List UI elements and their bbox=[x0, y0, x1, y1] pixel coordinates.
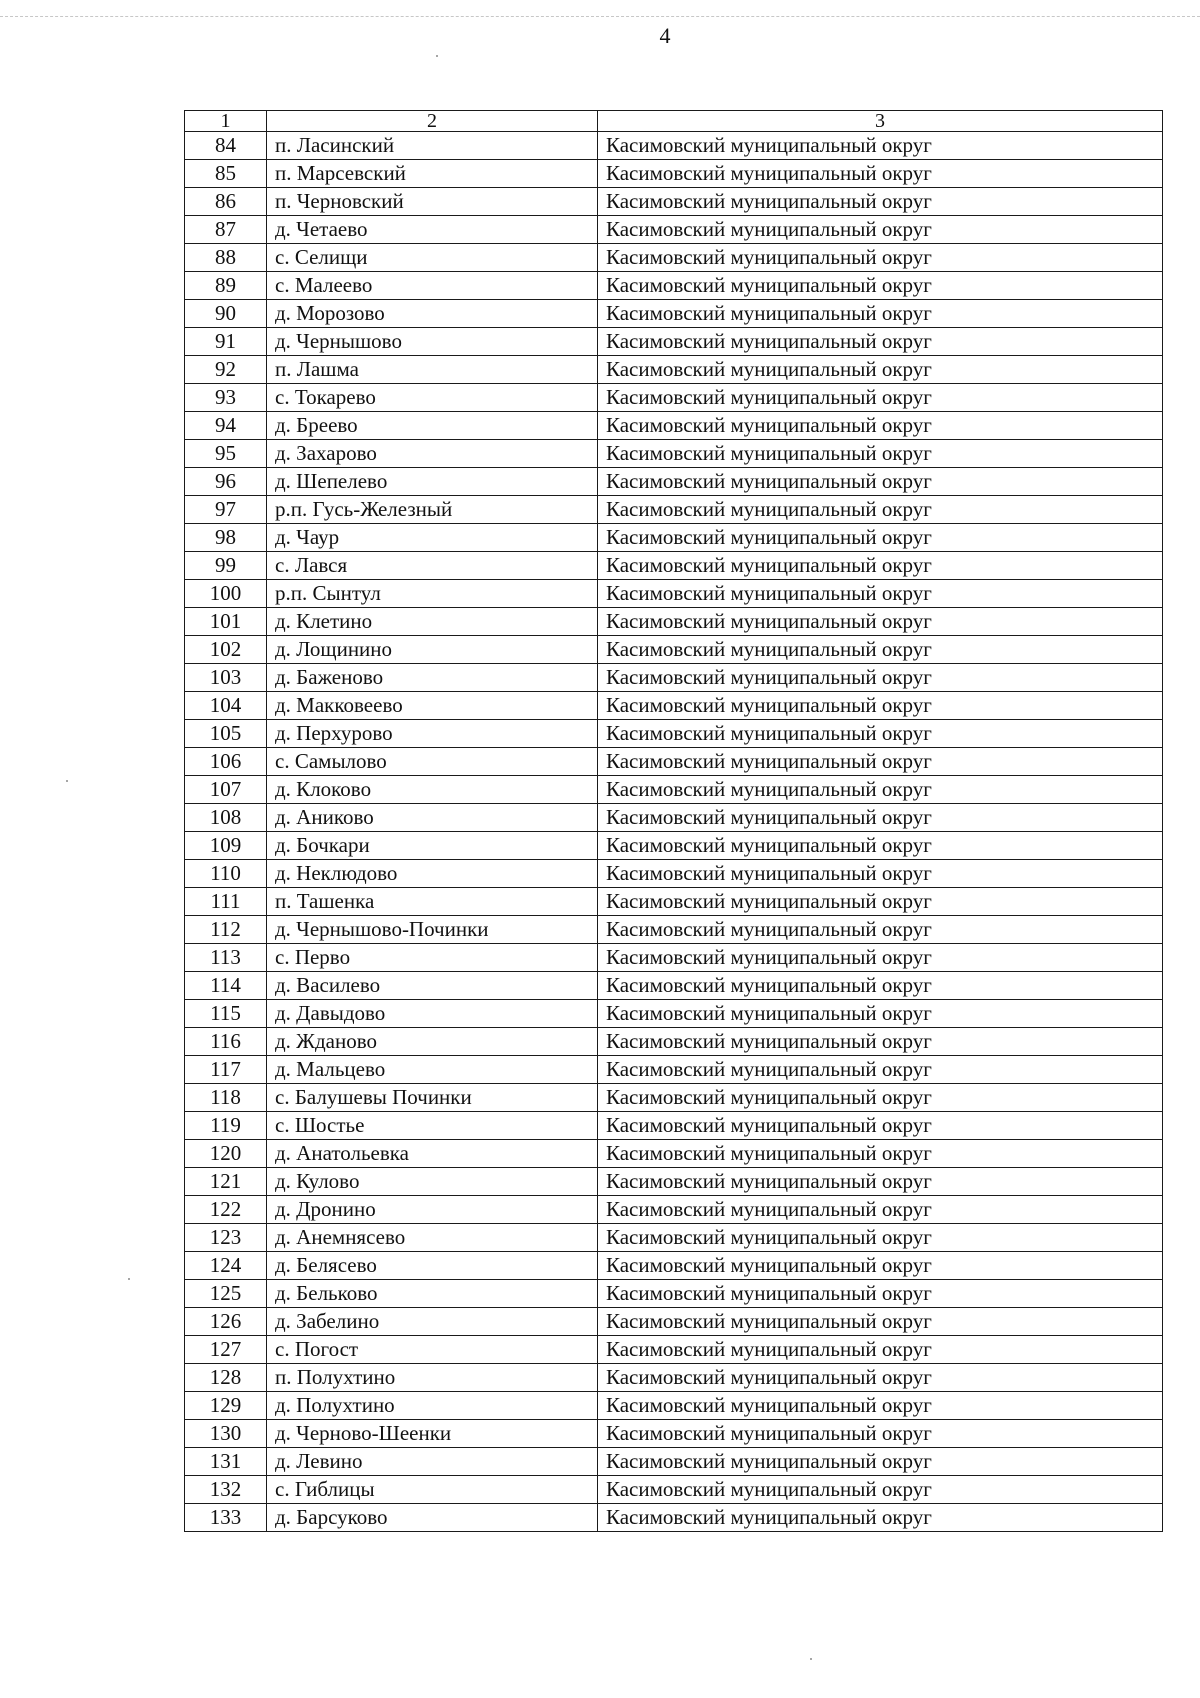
district-cell: Касимовский муниципальный округ bbox=[598, 1056, 1163, 1084]
row-number-cell: 122 bbox=[185, 1196, 267, 1224]
district-cell: Касимовский муниципальный округ bbox=[598, 1336, 1163, 1364]
table-row bbox=[185, 412, 1163, 440]
table-row bbox=[185, 1224, 1163, 1252]
scan-speck bbox=[128, 1278, 130, 1280]
place-name-cell: с. Балушевы Починки bbox=[267, 1084, 598, 1112]
district-cell: Касимовский муниципальный округ bbox=[598, 748, 1163, 776]
place-name-cell: д. Клетино bbox=[267, 608, 598, 636]
table-row bbox=[185, 1196, 1163, 1224]
district-cell: Касимовский муниципальный округ bbox=[598, 1196, 1163, 1224]
row-number-cell: 133 bbox=[185, 1504, 267, 1532]
district-cell: Касимовский муниципальный округ bbox=[598, 328, 1163, 356]
district-cell: Касимовский муниципальный округ bbox=[598, 664, 1163, 692]
table-row bbox=[185, 1028, 1163, 1056]
row-number-cell: 105 bbox=[185, 720, 267, 748]
place-name-cell: с. Селищи bbox=[267, 244, 598, 272]
district-cell: Касимовский муниципальный округ bbox=[598, 1112, 1163, 1140]
district-cell: Касимовский муниципальный округ bbox=[598, 384, 1163, 412]
district-cell: Касимовский муниципальный округ bbox=[598, 608, 1163, 636]
district-cell: Касимовский муниципальный округ bbox=[598, 468, 1163, 496]
table-row bbox=[185, 1420, 1163, 1448]
row-number-cell: 99 bbox=[185, 552, 267, 580]
row-number-cell: 108 bbox=[185, 804, 267, 832]
place-name-cell: д. Бельково bbox=[267, 1280, 598, 1308]
row-number-cell: 87 bbox=[185, 216, 267, 244]
district-cell: Касимовский муниципальный округ bbox=[598, 244, 1163, 272]
place-name-cell: д. Черново-Шеенки bbox=[267, 1420, 598, 1448]
district-cell: Касимовский муниципальный округ bbox=[598, 972, 1163, 1000]
row-number-cell: 102 bbox=[185, 636, 267, 664]
row-number-cell: 126 bbox=[185, 1308, 267, 1336]
table-row bbox=[185, 1000, 1163, 1028]
place-name-cell: д. Шепелево bbox=[267, 468, 598, 496]
row-number-cell: 128 bbox=[185, 1364, 267, 1392]
table-row bbox=[185, 580, 1163, 608]
place-name-cell: д. Лощинино bbox=[267, 636, 598, 664]
district-cell: Касимовский муниципальный округ bbox=[598, 1140, 1163, 1168]
table-row bbox=[185, 328, 1163, 356]
table-row bbox=[185, 1504, 1163, 1532]
district-cell: Касимовский муниципальный округ bbox=[598, 496, 1163, 524]
table-row bbox=[185, 356, 1163, 384]
table-row bbox=[185, 216, 1163, 244]
district-cell: Касимовский муниципальный округ bbox=[598, 1224, 1163, 1252]
row-number-cell: 104 bbox=[185, 692, 267, 720]
place-name-cell: д. Четаево bbox=[267, 216, 598, 244]
table-row bbox=[185, 1280, 1163, 1308]
district-cell: Касимовский муниципальный округ bbox=[598, 1084, 1163, 1112]
district-cell: Касимовский муниципальный округ bbox=[598, 636, 1163, 664]
district-cell: Касимовский муниципальный округ bbox=[598, 1280, 1163, 1308]
table-row bbox=[185, 804, 1163, 832]
row-number-cell: 96 bbox=[185, 468, 267, 496]
table-row bbox=[185, 944, 1163, 972]
place-name-cell: п. Ташенка bbox=[267, 888, 598, 916]
district-cell: Касимовский муниципальный округ bbox=[598, 132, 1163, 160]
place-name-cell: д. Забелино bbox=[267, 1308, 598, 1336]
district-cell: Касимовский муниципальный округ bbox=[598, 160, 1163, 188]
row-number-cell: 92 bbox=[185, 356, 267, 384]
place-name-cell: п. Полухтино bbox=[267, 1364, 598, 1392]
table-row bbox=[185, 888, 1163, 916]
place-name-cell: д. Кулово bbox=[267, 1168, 598, 1196]
settlements-table-container bbox=[184, 110, 1162, 1532]
place-name-cell: с. Шостье bbox=[267, 1112, 598, 1140]
place-name-cell: д. Аниково bbox=[267, 804, 598, 832]
place-name-cell: д. Бреево bbox=[267, 412, 598, 440]
row-number-cell: 93 bbox=[185, 384, 267, 412]
district-cell: Касимовский муниципальный округ bbox=[598, 832, 1163, 860]
table-row bbox=[185, 300, 1163, 328]
column-number-header: 1 bbox=[185, 111, 267, 132]
table-row bbox=[185, 748, 1163, 776]
table-row bbox=[185, 1392, 1163, 1420]
settlements-table bbox=[184, 110, 1163, 1532]
district-cell: Касимовский муниципальный округ bbox=[598, 272, 1163, 300]
place-name-cell: д. Морозово bbox=[267, 300, 598, 328]
place-name-cell: д. Дронино bbox=[267, 1196, 598, 1224]
district-cell: Касимовский муниципальный округ bbox=[598, 860, 1163, 888]
table-row bbox=[185, 1112, 1163, 1140]
row-number-cell: 130 bbox=[185, 1420, 267, 1448]
table-row bbox=[185, 636, 1163, 664]
district-cell: Касимовский муниципальный округ bbox=[598, 300, 1163, 328]
district-cell: Касимовский муниципальный округ bbox=[598, 216, 1163, 244]
table-header bbox=[185, 111, 1163, 132]
district-cell: Касимовский муниципальный округ bbox=[598, 412, 1163, 440]
district-cell: Касимовский муниципальный округ bbox=[598, 524, 1163, 552]
district-cell: Касимовский муниципальный округ bbox=[598, 1448, 1163, 1476]
district-cell: Касимовский муниципальный округ bbox=[598, 440, 1163, 468]
row-number-cell: 109 bbox=[185, 832, 267, 860]
table-row bbox=[185, 552, 1163, 580]
table-row bbox=[185, 272, 1163, 300]
place-name-cell: с. Перво bbox=[267, 944, 598, 972]
district-cell: Касимовский муниципальный округ bbox=[598, 580, 1163, 608]
row-number-cell: 107 bbox=[185, 776, 267, 804]
district-cell: Касимовский муниципальный округ bbox=[598, 1308, 1163, 1336]
row-number-cell: 116 bbox=[185, 1028, 267, 1056]
table-row bbox=[185, 720, 1163, 748]
district-cell: Касимовский муниципальный округ bbox=[598, 1504, 1163, 1532]
table-row bbox=[185, 1084, 1163, 1112]
place-name-cell: д. Баженово bbox=[267, 664, 598, 692]
table-row bbox=[185, 1364, 1163, 1392]
scan-speck bbox=[436, 55, 438, 57]
row-number-cell: 114 bbox=[185, 972, 267, 1000]
row-number-cell: 91 bbox=[185, 328, 267, 356]
scan-speck bbox=[810, 1658, 812, 1660]
row-number-cell: 86 bbox=[185, 188, 267, 216]
table-row bbox=[185, 1168, 1163, 1196]
table-row bbox=[185, 832, 1163, 860]
place-name-cell: д. Василево bbox=[267, 972, 598, 1000]
table-row bbox=[185, 188, 1163, 216]
district-cell: Касимовский муниципальный округ bbox=[598, 1168, 1163, 1196]
place-name-cell: д. Чаур bbox=[267, 524, 598, 552]
district-cell: Касимовский муниципальный округ bbox=[598, 776, 1163, 804]
district-cell: Касимовский муниципальный округ bbox=[598, 1476, 1163, 1504]
row-number-cell: 84 bbox=[185, 132, 267, 160]
table-row bbox=[185, 244, 1163, 272]
table-row bbox=[185, 384, 1163, 412]
place-name-cell: д. Анатольевка bbox=[267, 1140, 598, 1168]
row-number-cell: 127 bbox=[185, 1336, 267, 1364]
table-row bbox=[185, 160, 1163, 188]
table-row bbox=[185, 1308, 1163, 1336]
place-name-cell: с. Погост bbox=[267, 1336, 598, 1364]
row-number-cell: 97 bbox=[185, 496, 267, 524]
row-number-cell: 111 bbox=[185, 888, 267, 916]
district-cell: Касимовский муниципальный округ bbox=[598, 188, 1163, 216]
row-number-cell: 90 bbox=[185, 300, 267, 328]
row-number-cell: 100 bbox=[185, 580, 267, 608]
place-name-cell: д. Анемнясево bbox=[267, 1224, 598, 1252]
row-number-cell: 95 bbox=[185, 440, 267, 468]
place-name-cell: д. Захарово bbox=[267, 440, 598, 468]
table-row bbox=[185, 692, 1163, 720]
district-cell: Касимовский муниципальный округ bbox=[598, 1392, 1163, 1420]
row-number-cell: 88 bbox=[185, 244, 267, 272]
row-number-cell: 110 bbox=[185, 860, 267, 888]
place-name-cell: с. Самылово bbox=[267, 748, 598, 776]
row-number-cell: 118 bbox=[185, 1084, 267, 1112]
district-cell: Касимовский муниципальный округ bbox=[598, 1252, 1163, 1280]
table-row bbox=[185, 1252, 1163, 1280]
place-name-cell: с. Лався bbox=[267, 552, 598, 580]
table-row bbox=[185, 1056, 1163, 1084]
column-district-header: 3 bbox=[598, 111, 1163, 132]
table-row bbox=[185, 664, 1163, 692]
place-name-cell: д. Мальцево bbox=[267, 1056, 598, 1084]
district-cell: Касимовский муниципальный округ bbox=[598, 944, 1163, 972]
district-cell: Касимовский муниципальный округ bbox=[598, 1420, 1163, 1448]
district-cell: Касимовский муниципальный округ bbox=[598, 356, 1163, 384]
place-name-cell: д. Давыдово bbox=[267, 1000, 598, 1028]
district-cell: Касимовский муниципальный округ bbox=[598, 692, 1163, 720]
district-cell: Касимовский муниципальный округ bbox=[598, 552, 1163, 580]
row-number-cell: 94 bbox=[185, 412, 267, 440]
district-cell: Касимовский муниципальный округ bbox=[598, 804, 1163, 832]
column-place-header: 2 bbox=[267, 111, 598, 132]
row-number-cell: 103 bbox=[185, 664, 267, 692]
place-name-cell: д. Чернышово bbox=[267, 328, 598, 356]
place-name-cell: с. Гиблицы bbox=[267, 1476, 598, 1504]
row-number-cell: 129 bbox=[185, 1392, 267, 1420]
place-name-cell: д. Полухтино bbox=[267, 1392, 598, 1420]
place-name-cell: п. Черновский bbox=[267, 188, 598, 216]
district-cell: Касимовский муниципальный округ bbox=[598, 720, 1163, 748]
place-name-cell: д. Перхурово bbox=[267, 720, 598, 748]
place-name-cell: д. Клоково bbox=[267, 776, 598, 804]
place-name-cell: д. Левино bbox=[267, 1448, 598, 1476]
page-number bbox=[0, 22, 1200, 50]
place-name-cell: р.п. Гусь-Железный bbox=[267, 496, 598, 524]
district-cell: Касимовский муниципальный округ bbox=[598, 1028, 1163, 1056]
table-row bbox=[185, 1336, 1163, 1364]
district-cell: Касимовский муниципальный округ bbox=[598, 1000, 1163, 1028]
row-number-cell: 89 bbox=[185, 272, 267, 300]
place-name-cell: п. Марсевский bbox=[267, 160, 598, 188]
table-row bbox=[185, 972, 1163, 1000]
row-number-cell: 132 bbox=[185, 1476, 267, 1504]
row-number-cell: 101 bbox=[185, 608, 267, 636]
place-name-cell: р.п. Сынтул bbox=[267, 580, 598, 608]
table-row bbox=[185, 468, 1163, 496]
scan-speck bbox=[66, 780, 68, 782]
table-row bbox=[185, 1448, 1163, 1476]
place-name-cell: п. Ласинский bbox=[267, 132, 598, 160]
place-name-cell: д. Бочкари bbox=[267, 832, 598, 860]
table-row bbox=[185, 496, 1163, 524]
page-number-text: 4 bbox=[659, 23, 671, 48]
place-name-cell: д. Неклюдово bbox=[267, 860, 598, 888]
table-row bbox=[185, 524, 1163, 552]
row-number-cell: 85 bbox=[185, 160, 267, 188]
table-header-row bbox=[185, 111, 1163, 132]
row-number-cell: 121 bbox=[185, 1168, 267, 1196]
row-number-cell: 120 bbox=[185, 1140, 267, 1168]
district-cell: Касимовский муниципальный округ bbox=[598, 1364, 1163, 1392]
table-row bbox=[185, 132, 1163, 160]
row-number-cell: 119 bbox=[185, 1112, 267, 1140]
place-name-cell: с. Токарево bbox=[267, 384, 598, 412]
table-row bbox=[185, 608, 1163, 636]
table-body bbox=[185, 132, 1163, 1532]
row-number-cell: 131 bbox=[185, 1448, 267, 1476]
row-number-cell: 124 bbox=[185, 1252, 267, 1280]
table-row bbox=[185, 440, 1163, 468]
scan-edge-line bbox=[0, 16, 1200, 17]
place-name-cell: д. Барсуково bbox=[267, 1504, 598, 1532]
place-name-cell: д. Белясево bbox=[267, 1252, 598, 1280]
district-cell: Касимовский муниципальный округ bbox=[598, 916, 1163, 944]
table-row bbox=[185, 860, 1163, 888]
table-row bbox=[185, 916, 1163, 944]
row-number-cell: 112 bbox=[185, 916, 267, 944]
row-number-cell: 113 bbox=[185, 944, 267, 972]
place-name-cell: д. Макковеево bbox=[267, 692, 598, 720]
table-row bbox=[185, 1140, 1163, 1168]
place-name-cell: с. Малеево bbox=[267, 272, 598, 300]
place-name-cell: д. Чернышово-Починки bbox=[267, 916, 598, 944]
row-number-cell: 115 bbox=[185, 1000, 267, 1028]
table-row bbox=[185, 1476, 1163, 1504]
district-cell: Касимовский муниципальный округ bbox=[598, 888, 1163, 916]
row-number-cell: 98 bbox=[185, 524, 267, 552]
row-number-cell: 125 bbox=[185, 1280, 267, 1308]
place-name-cell: д. Жданово bbox=[267, 1028, 598, 1056]
place-name-cell: п. Лашма bbox=[267, 356, 598, 384]
row-number-cell: 117 bbox=[185, 1056, 267, 1084]
row-number-cell: 106 bbox=[185, 748, 267, 776]
row-number-cell: 123 bbox=[185, 1224, 267, 1252]
table-row bbox=[185, 776, 1163, 804]
